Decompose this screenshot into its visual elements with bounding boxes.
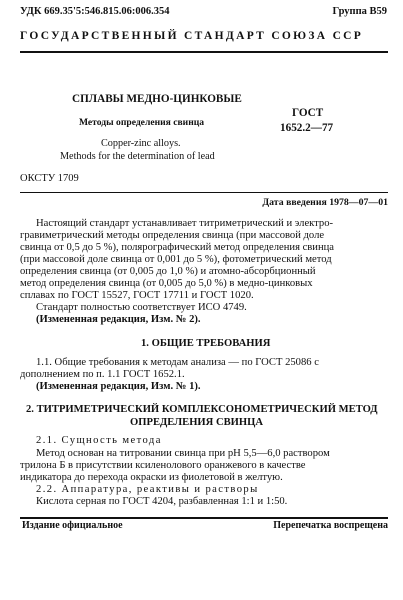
udk-code: УДК 669.35'5:546.815.06:006.354 <box>20 6 170 17</box>
intro-line-4: (при массовой доле свинца от 0,001 до 5 %), фотометрический метод <box>20 254 332 265</box>
section-1-amendment-note: (Измененная редакция, Изм. № 1). <box>36 381 201 392</box>
state-standard-banner: ГОСУДАРСТВЕННЫЙ СТАНДАРТ СОЮЗА ССР <box>20 30 364 42</box>
intro-line-1: Настоящий стандарт устанавливает титриметрический и электро- <box>36 218 334 229</box>
introduction-date: Дата введения 1978—07—01 <box>262 197 388 208</box>
iso-compliance: Стандарт полностью соответствует ИСО 4749. <box>36 302 247 313</box>
okstu-code: ОКСТУ 1709 <box>20 173 79 184</box>
document-subtitle: Методы определения свинца <box>79 117 205 128</box>
subsection-2-1-line-2: трилона Б в присутствии ксиленолового оранжевого в качестве <box>20 460 306 471</box>
intro-line-6: метод определения свинца (от 0,005 до 5,0 %) в медно-цинковых <box>20 278 313 289</box>
intro-line-5: определения свинца (от 0,005 до 1,0 %) и атомно-абсорбционный <box>20 266 316 277</box>
subsection-2-2-line: Кислота серная по ГОСТ 4204, разбавленная 1:1 и 1:50. <box>36 496 288 507</box>
english-title-line2: Methods for the determination of lead <box>60 151 215 162</box>
header-rule <box>20 51 388 53</box>
reprint-prohibited-note: Перепечатка воспрещена <box>273 520 388 531</box>
section-2-heading-line2: ОПРЕДЕЛЕНИЯ СВИНЦА <box>130 417 264 428</box>
intro-line-3: свинца от 0,5 до 5 %), полярографический метод определения свинца <box>20 242 335 253</box>
subsection-2-2-heading: 2.2. Аппаратура, реактивы и растворы <box>36 484 259 495</box>
subsection-2-1-line-1: Метод основан на титровании свинца при рН 5,5—6,0 раствором <box>36 448 330 459</box>
intro-amendment-note: (Измененная редакция, Изм. № 2). <box>36 314 201 325</box>
footer-rule <box>20 517 388 519</box>
section-2-heading-line1: 2. ТИТРИМЕТРИЧЕСКИЙ КОМПЛЕКСОНОМЕТРИЧЕСКИЙ МЕТОД <box>26 404 378 415</box>
document-title: СПЛАВЫ МЕДНО-ЦИНКОВЫЕ <box>72 93 242 105</box>
official-edition-note: Издание официальное <box>22 520 123 531</box>
subsection-2-1-line-3: индикатора до перехода окраски из фиолетовой в желтую. <box>20 472 283 483</box>
intro-line-7: сплавах по ГОСТ 15527, ГОСТ 17711 и ГОСТ 1020. <box>20 290 254 301</box>
title-block-rule <box>20 192 388 193</box>
gost-number: 1652.2—77 <box>280 122 334 134</box>
intro-line-2: гравиметрический методы определения свинца (при массовой доле <box>20 230 325 241</box>
section-1-line-2: дополнением по п. 1.1 ГОСТ 1652.1. <box>20 369 185 380</box>
section-1-line-1: 1.1. Общие требования к методам анализа — по ГОСТ 25086 с <box>36 357 319 368</box>
gost-label: ГОСТ <box>292 107 324 119</box>
group-code: Группа В59 <box>332 6 387 17</box>
subsection-2-1-heading: 2.1. Сущность метода <box>36 435 162 446</box>
section-1-heading: 1. ОБЩИЕ ТРЕБОВАНИЯ <box>141 338 271 349</box>
english-title-line1: Copper-zinc alloys. <box>101 138 181 149</box>
